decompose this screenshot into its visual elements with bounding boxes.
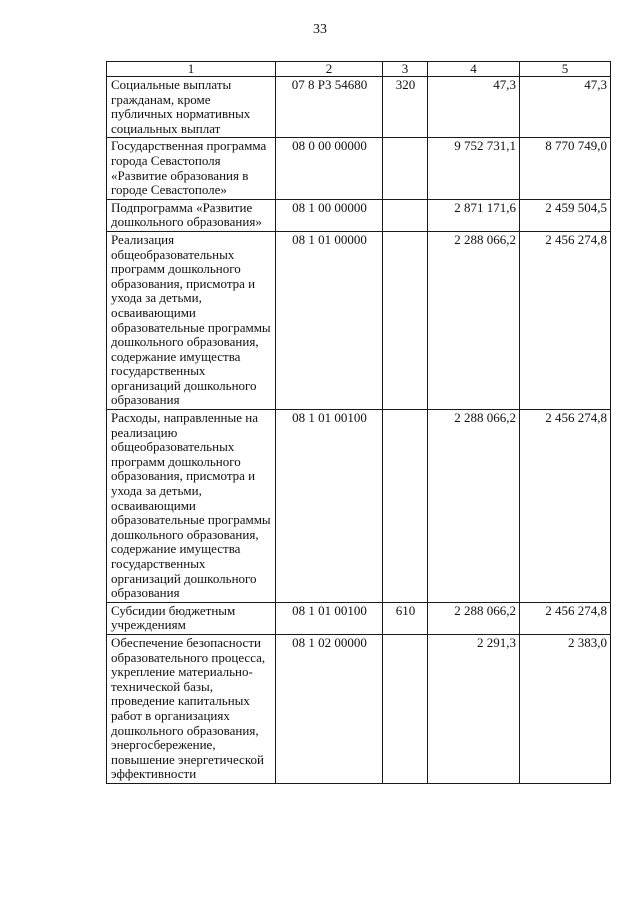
header-row bbox=[107, 62, 611, 77]
header-cell-name: 1 bbox=[107, 62, 276, 77]
row-name-cell: Государственная программа города Севастополя «Развитие образования в городе Севастополе» bbox=[107, 138, 276, 199]
header-cell-year2: 5 bbox=[520, 62, 611, 77]
row-type-cell bbox=[383, 410, 428, 603]
table-row bbox=[107, 231, 611, 409]
row-year2-cell: 47,3 bbox=[520, 77, 611, 138]
row-name-cell: Социальные выплаты гражданам, кроме публичных нормативных социальных выплат bbox=[107, 77, 276, 138]
table-row bbox=[107, 602, 611, 634]
row-type-cell: 610 bbox=[383, 602, 428, 634]
row-code-cell: 07 8 P3 54680 bbox=[276, 77, 383, 138]
row-name-cell: Субсидии бюджетным учреждениям bbox=[107, 602, 276, 634]
header-cell-year1: 4 bbox=[428, 62, 520, 77]
row-year2-cell: 2 459 504,5 bbox=[520, 199, 611, 231]
row-code-cell: 08 1 00 00000 bbox=[276, 199, 383, 231]
row-year1-cell: 2 291,3 bbox=[428, 634, 520, 783]
row-code-cell: 08 1 01 00000 bbox=[276, 231, 383, 409]
header-cell-type: 3 bbox=[383, 62, 428, 77]
row-year1-cell: 2 288 066,2 bbox=[428, 602, 520, 634]
row-year2-cell: 2 456 274,8 bbox=[520, 231, 611, 409]
row-name-cell: Расходы, направленные на реализацию общеобразовательных программ дошкольного образования, присмотра и ухода за детьми, осваивающими образовательные программы дошкольного образования, содержание имущества государственных организаций дошкольного образования bbox=[107, 410, 276, 603]
row-type-cell bbox=[383, 634, 428, 783]
row-year2-cell: 2 456 274,8 bbox=[520, 410, 611, 603]
row-type-cell: 320 bbox=[383, 77, 428, 138]
table-row bbox=[107, 77, 611, 138]
row-type-cell bbox=[383, 138, 428, 199]
row-year2-cell: 8 770 749,0 bbox=[520, 138, 611, 199]
row-year1-cell: 2 288 066,2 bbox=[428, 231, 520, 409]
row-code-cell: 08 1 01 00100 bbox=[276, 410, 383, 603]
table-row bbox=[107, 138, 611, 199]
row-type-cell bbox=[383, 231, 428, 409]
budget-table bbox=[106, 61, 611, 784]
row-name-cell: Обеспечение безопасности образовательного процесса, укрепление материально-технической базы, проведение капитальных работ в организациях дошкольного образования, энергосбережение, повышение энергетической эффективности bbox=[107, 634, 276, 783]
table-row bbox=[107, 410, 611, 603]
page-number: 33 bbox=[313, 22, 327, 37]
row-year1-cell: 47,3 bbox=[428, 77, 520, 138]
header-cell-code: 2 bbox=[276, 62, 383, 77]
table-row bbox=[107, 634, 611, 783]
row-code-cell: 08 0 00 00000 bbox=[276, 138, 383, 199]
row-year2-cell: 2 456 274,8 bbox=[520, 602, 611, 634]
row-year2-cell: 2 383,0 bbox=[520, 634, 611, 783]
row-year1-cell: 2 288 066,2 bbox=[428, 410, 520, 603]
table-row bbox=[107, 199, 611, 231]
row-code-cell: 08 1 01 00100 bbox=[276, 602, 383, 634]
row-code-cell: 08 1 02 00000 bbox=[276, 634, 383, 783]
row-type-cell bbox=[383, 199, 428, 231]
row-year1-cell: 9 752 731,1 bbox=[428, 138, 520, 199]
row-name-cell: Подпрограмма «Развитие дошкольного образования» bbox=[107, 199, 276, 231]
row-name-cell: Реализация общеобразовательных программ дошкольного образования, присмотра и ухода за детьми, осваивающими образовательные программы дошкольного образования, содержание имущества государственных организаций дошкольного образования bbox=[107, 231, 276, 409]
row-year1-cell: 2 871 171,6 bbox=[428, 199, 520, 231]
